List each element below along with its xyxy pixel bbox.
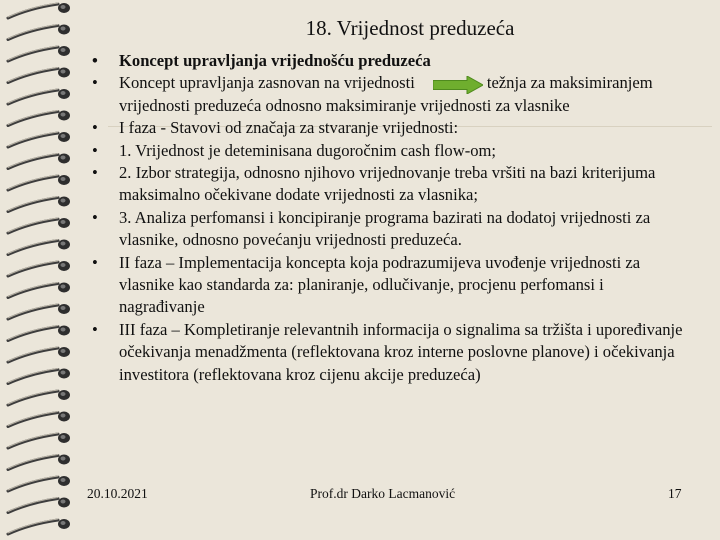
bullet-item [92, 117, 692, 139]
bullet-dot: • [92, 51, 98, 70]
bullet-dot: • [92, 118, 98, 138]
bullet-text: I faza - Stavovi od značaja za stvaranje vrijednosti: [119, 118, 459, 138]
spiral-binding-icon [0, 0, 80, 540]
bullet-dot: • [92, 207, 98, 227]
bullet-item [92, 140, 692, 162]
bullet-text: II faza – Implementacija koncepta koja podrazumijeva uvođenje vrijednosti za vlasnike kao standarda za: planiranje, odlučivanje, procjenu perfomansi i nagrađivanje [119, 252, 641, 317]
bullet-dot: • [92, 252, 98, 272]
slide-title: 18. Vrijednost preduzeća [305, 16, 515, 40]
bullet-text: Koncept upravljanja vrijednošću preduzeća [119, 51, 431, 70]
bullet-dot: • [92, 73, 98, 93]
bullet-list [92, 50, 692, 386]
bullet-dot: • [92, 163, 98, 183]
bullet-text-after-arrow: težnja za maksimiranjem vrijednosti preduzeća odnosno maksimiranje vrijednosti za vlasnike [119, 73, 653, 115]
bullet-text-before-arrow: Koncept upravljanja zasnovan na vrijednosti [119, 73, 415, 93]
bullet-item [92, 319, 692, 386]
bullet-dot: • [92, 319, 98, 339]
bullet-item [92, 252, 692, 319]
bullet-text: 2. Izbor strategija, odnosno njihovo vrijednovanje treba vršiti na bazi kriterijuma maksimalno očekivane dodate vrijednosti za vlasnika; [119, 163, 656, 205]
bullet-text: 1. Vrijednost je deteminisana dugoročnim cash flow-om; [119, 140, 497, 160]
bullet-text: 3. Analiza perfomansi i koncipiranje programa bazirati na dodatoj vrijednosti za vlasnike, odnosno povećanju vrijednosti preduzeća. [119, 207, 651, 250]
footer-date: 20.10.2021 [87, 486, 148, 501]
bullet-text: III faza – Kompletiranje relevantnih informacija o signalima sa tržišta i upoređivanje očekivanja menadžmenta (reflektovana kroz interne poslovne planove) i očekivanja investitora (reflektovana kroz cijenu akcije preduzeća) [119, 319, 683, 384]
page-number: 17 [668, 486, 682, 501]
bullet-item [92, 72, 692, 117]
right-arrow-icon [433, 76, 483, 94]
footer-author: Prof.dr Darko Lacmanović [310, 486, 456, 501]
bullet-dot: • [92, 140, 98, 160]
bullet-item [92, 162, 692, 207]
bullet-item [92, 207, 692, 252]
bullet-item [92, 50, 692, 72]
